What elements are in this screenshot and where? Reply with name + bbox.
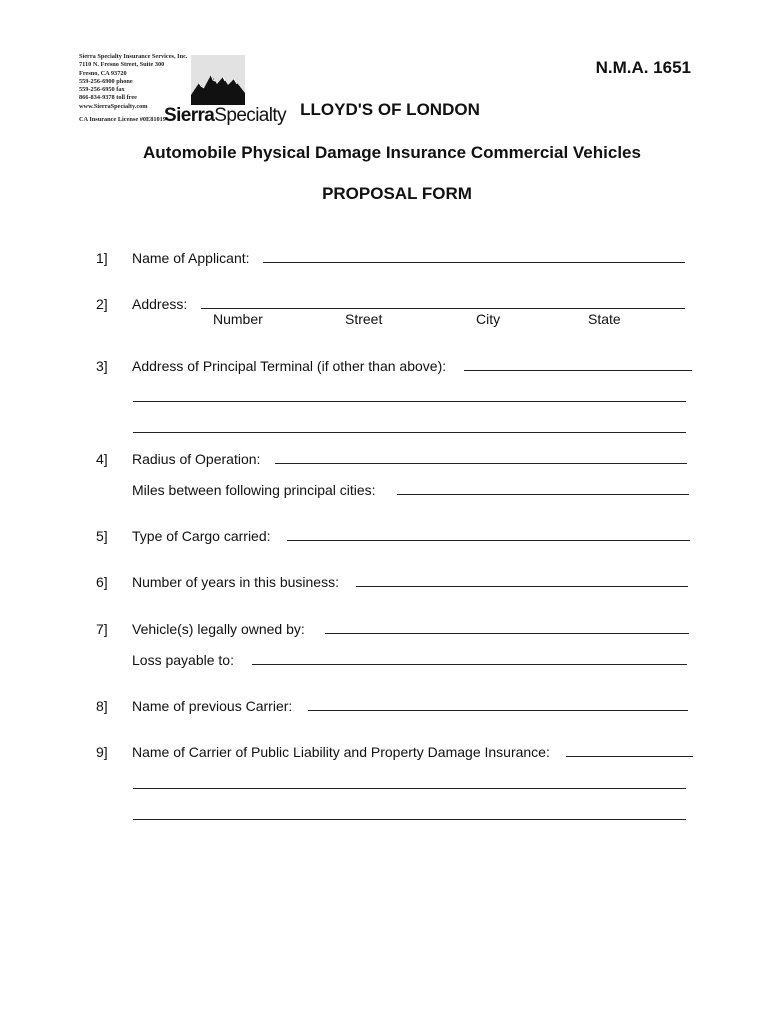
terminal-address-field-1[interactable] [464, 370, 692, 371]
address-part-street: Street [345, 311, 383, 327]
company-fax: 559-256-6950 fax [79, 86, 125, 94]
company-tollfree: 866-834-9378 toll free [79, 94, 137, 102]
q4-miles-label: Miles between following principal cities: [132, 482, 376, 498]
radius-of-operation-field[interactable] [275, 463, 687, 464]
q7-label: Vehicle(s) legally owned by: [132, 621, 305, 637]
q5-label: Type of Cargo carried: [132, 528, 271, 544]
q5-number: 5] [96, 528, 108, 544]
cargo-type-field[interactable] [287, 540, 690, 541]
q1-number: 1] [96, 250, 108, 266]
address-part-city: City [476, 311, 501, 327]
q7-loss-payable-label: Loss payable to: [132, 652, 234, 668]
company-street: 7110 N. Fresno Street, Suite 300 [79, 61, 165, 69]
q4-number: 4] [96, 451, 108, 467]
form-title: Automobile Physical Damage Insurance Commercial Vehicles [143, 143, 641, 162]
license-number: CA Insurance License #0E81019 [79, 116, 166, 123]
q4-label: Radius of Operation: [132, 451, 261, 467]
terminal-address-field-3[interactable] [133, 432, 686, 433]
q1-label: Name of Applicant: [132, 250, 250, 266]
q6-number: 6] [96, 574, 108, 590]
terminal-address-field-2[interactable] [133, 401, 686, 402]
q3-number: 3] [96, 358, 108, 374]
years-in-business-field[interactable] [356, 586, 688, 587]
q2-label: Address: [132, 296, 188, 312]
liability-carrier-field-1[interactable] [566, 756, 693, 757]
form-number: N.M.A. 1651 [595, 58, 691, 77]
q2-number: 2] [96, 296, 108, 312]
applicant-name-field[interactable] [263, 262, 685, 263]
q7-number: 7] [96, 621, 108, 637]
q8-label: Name of previous Carrier: [132, 698, 293, 714]
company-name: Sierra Specialty Insurance Services, Inc. [79, 53, 188, 60]
address-part-state: State [588, 311, 621, 327]
q6-label: Number of years in this business: [132, 574, 339, 590]
address-part-number: Number [213, 311, 263, 327]
miles-between-cities-field[interactable] [397, 494, 689, 495]
loss-payable-field[interactable] [252, 664, 687, 665]
liability-carrier-field-3[interactable] [133, 819, 686, 820]
underwriter-heading: LLOYD'S OF LONDON [300, 100, 480, 119]
q9-label: Name of Carrier of Public Liability and Property Damage Insurance: [132, 744, 550, 760]
liability-carrier-field-2[interactable] [133, 788, 686, 789]
q3-label: Address of Principal Terminal (if other than above): [132, 358, 447, 374]
q9-number: 9] [96, 744, 108, 760]
vehicle-owner-field[interactable] [325, 633, 689, 634]
company-website: www.SierraSpecialty.com [79, 102, 148, 110]
form-subtitle: PROPOSAL FORM [322, 184, 472, 203]
address-field[interactable] [201, 308, 685, 309]
previous-carrier-field[interactable] [308, 710, 688, 711]
logo-word-light: Specialty [214, 105, 286, 126]
logo-word-bold: Sierra [164, 105, 215, 126]
q8-number: 8] [96, 698, 108, 714]
company-phone: 559-256-6900 phone [79, 77, 133, 85]
company-city: Fresno, CA 93720 [79, 69, 127, 77]
mountain-logo-icon [191, 55, 245, 105]
